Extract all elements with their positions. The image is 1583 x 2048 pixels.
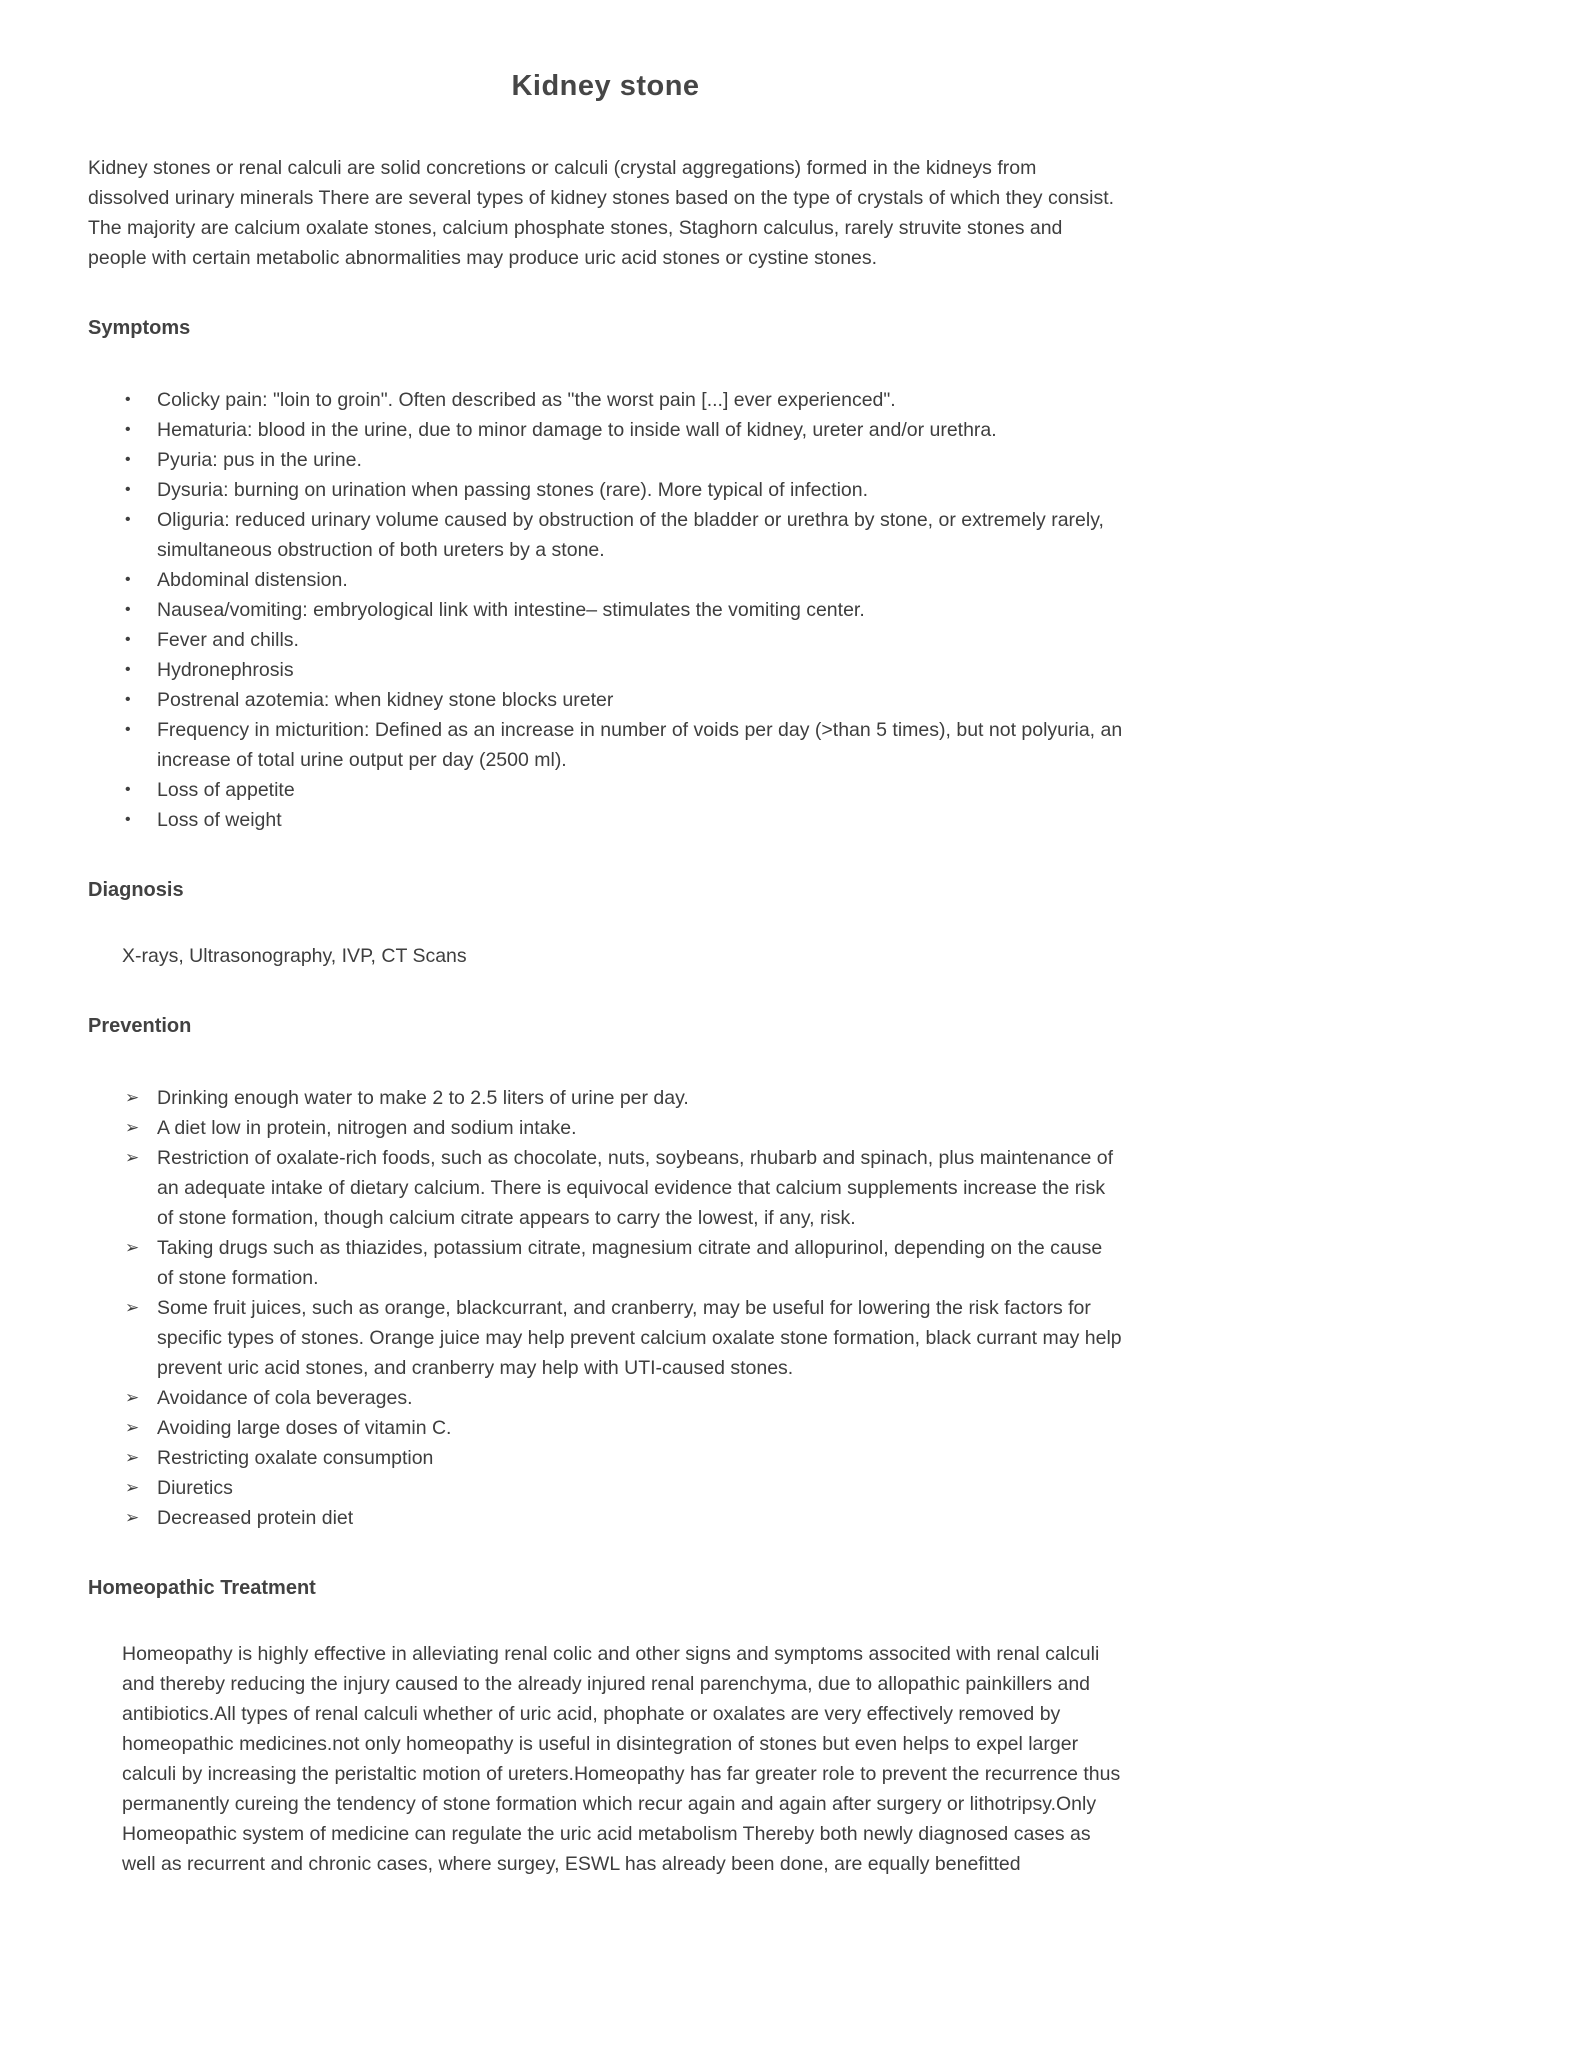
list-item [125, 805, 1123, 835]
homeopathic-paragraph: Homeopathy is highly effective in alleviating renal colic and other signs and symptoms associted with renal calculi and thereby reducing the injury caused to the already injured renal parenchyma, due to allopathic painkillers and antibiotics.All types of renal calculi whether of uric acid, phophate or oxalates are very effectively removed by homeopathic medicines.not only homeopathy is useful in disintegration of stones but even helps to expel larger calculi by increasing the peristaltic motion of ureters.Homeopathy has far greater role to prevent the recurrence thus permanently cureing the tendency of stone formation which recur again and again after surgery or lithotripsy.Only Homeopathic system of medicine can regulate the uric acid metabolism Thereby both newly diagnosed cases as well as recurrent and chronic cases, where surgey, ESWL has already been done, are equally benefitted [122, 1643, 1121, 1875]
list-item-text: Taking drugs such as thiazides, potassium citrate, magnesium citrate and allopurinol, depending on the cause of stone formation. [157, 1237, 1103, 1289]
section-heading-symptoms: Symptoms [88, 317, 191, 339]
intro-paragraph: Kidney stones or renal calculi are solid concretions or calculi (crystal aggregations) formed in the kidneys from dissolved urinary minerals There are several types of kidney stones based on the type of crystals of which they consist. The majority are calcium oxalate stones, calcium phosphate stones, Staghorn calculus, rarely struvite stones and people with certain metabolic abnormalities may produce uric acid stones or cystine stones. [88, 157, 1115, 269]
bullet-icon: • [125, 661, 131, 678]
list-item-text: Restricting oxalate consumption [157, 1447, 434, 1469]
list-item [125, 1143, 1123, 1233]
list-item-text: Decreased protein diet [157, 1507, 354, 1529]
list-item-text: Abdominal distension. [157, 569, 348, 591]
list-item [125, 685, 1123, 715]
list-item-text: Hydronephrosis [157, 659, 294, 681]
list-item [125, 415, 1123, 445]
arrow-bullet-icon: ➢ [125, 1508, 140, 1527]
list-item [125, 1383, 1123, 1413]
list-item [125, 475, 1123, 505]
bullet-icon: • [125, 721, 131, 738]
list-item [125, 385, 1123, 415]
list-item-text: Postrenal azotemia: when kidney stone blocks ureter [157, 689, 614, 711]
list-item [125, 775, 1123, 805]
section-heading-prevention: Prevention [88, 1015, 192, 1037]
bullet-icon: • [125, 781, 131, 798]
list-item [125, 1413, 1123, 1443]
list-item [125, 505, 1123, 565]
list-item [125, 625, 1123, 655]
arrow-bullet-icon: ➢ [125, 1088, 140, 1107]
list-item-text: Colicky pain: "loin to groin". Often described as "the worst pain [...] ever experienced". [157, 389, 896, 411]
arrow-bullet-icon: ➢ [125, 1148, 140, 1167]
list-item-text: Nausea/vomiting: embryological link with intestine– stimulates the vomiting center. [157, 599, 865, 621]
bullet-icon: • [125, 511, 131, 528]
arrow-bullet-icon: ➢ [125, 1298, 140, 1317]
list-item [125, 1443, 1123, 1473]
list-item-text: Avoidance of cola beverages. [157, 1387, 413, 1409]
list-item [125, 565, 1123, 595]
list-item-text: Avoiding large doses of vitamin C. [157, 1417, 452, 1439]
bullet-icon: • [125, 811, 131, 828]
section-heading-diagnosis: Diagnosis [88, 879, 184, 901]
arrow-bullet-icon: ➢ [125, 1478, 140, 1497]
list-item [125, 1293, 1123, 1383]
list-item [125, 595, 1123, 625]
list-item-text: Restriction of oxalate-rich foods, such as chocolate, nuts, soybeans, rhubarb and spinach, plus maintenance of an adequate intake of dietary calcium. There is equivocal evidence that calcium supplements increase the risk of stone formation, though calcium citrate appears to carry the lowest, if any, risk. [157, 1147, 1114, 1229]
list-item-text: Fever and chills. [157, 629, 299, 651]
list-item-text: A diet low in protein, nitrogen and sodium intake. [157, 1117, 577, 1139]
arrow-bullet-icon: ➢ [125, 1118, 140, 1137]
list-item-text: Loss of weight [157, 809, 282, 831]
arrow-bullet-icon: ➢ [125, 1388, 140, 1407]
list-item-text: Loss of appetite [157, 779, 295, 801]
section-heading-homeopathic-treatment: Homeopathic Treatment [88, 1577, 316, 1599]
list-item-text: Some fruit juices, such as orange, blackcurrant, and cranberry, may be useful for lowering the risk factors for specific types of stones. Orange juice may help prevent calcium oxalate stone formation, black currant may help prevent uric acid stones, and cranberry may help with UTI-caused stones. [157, 1297, 1122, 1379]
bullet-icon: • [125, 601, 131, 618]
bullet-icon: • [125, 421, 131, 438]
list-item-text: Pyuria: pus in the urine. [157, 449, 362, 471]
symptoms-list [88, 385, 1123, 835]
bullet-icon: • [125, 481, 131, 498]
diagnosis-text: X-rays, Ultrasonography, IVP, CT Scans [122, 945, 467, 967]
arrow-bullet-icon: ➢ [125, 1448, 140, 1467]
bullet-icon: • [125, 691, 131, 708]
list-item [125, 445, 1123, 475]
list-item [125, 1233, 1123, 1293]
prevention-list [88, 1083, 1123, 1533]
list-item [125, 1473, 1123, 1503]
list-item-text: Diuretics [157, 1477, 233, 1499]
bullet-icon: • [125, 391, 131, 408]
list-item [125, 1503, 1123, 1533]
list-item-text: Drinking enough water to make 2 to 2.5 liters of urine per day. [157, 1087, 689, 1109]
list-item [125, 1113, 1123, 1143]
list-item [125, 1083, 1123, 1113]
arrow-bullet-icon: ➢ [125, 1238, 140, 1257]
arrow-bullet-icon: ➢ [125, 1418, 140, 1437]
bullet-icon: • [125, 451, 131, 468]
list-item-text: Oliguria: reduced urinary volume caused by obstruction of the bladder or urethra by stone, or extremely rarely, simultaneous obstruction of both ureters by a stone. [157, 509, 1104, 561]
list-item-text: Dysuria: burning on urination when passing stones (rare). More typical of infection. [157, 479, 869, 501]
list-item-text: Frequency in micturition: Defined as an increase in number of voids per day (>than 5 times), but not polyuria, an increase of total urine output per day (2500 ml). [157, 719, 1123, 771]
document-content [88, 70, 1123, 1879]
list-item-text: Hematuria: blood in the urine, due to minor damage to inside wall of kidney, ureter and/or urethra. [157, 419, 997, 441]
bullet-icon: • [125, 571, 131, 588]
page-title: Kidney stone [511, 70, 700, 102]
bullet-icon: • [125, 631, 131, 648]
list-item [125, 715, 1123, 775]
list-item [125, 655, 1123, 685]
